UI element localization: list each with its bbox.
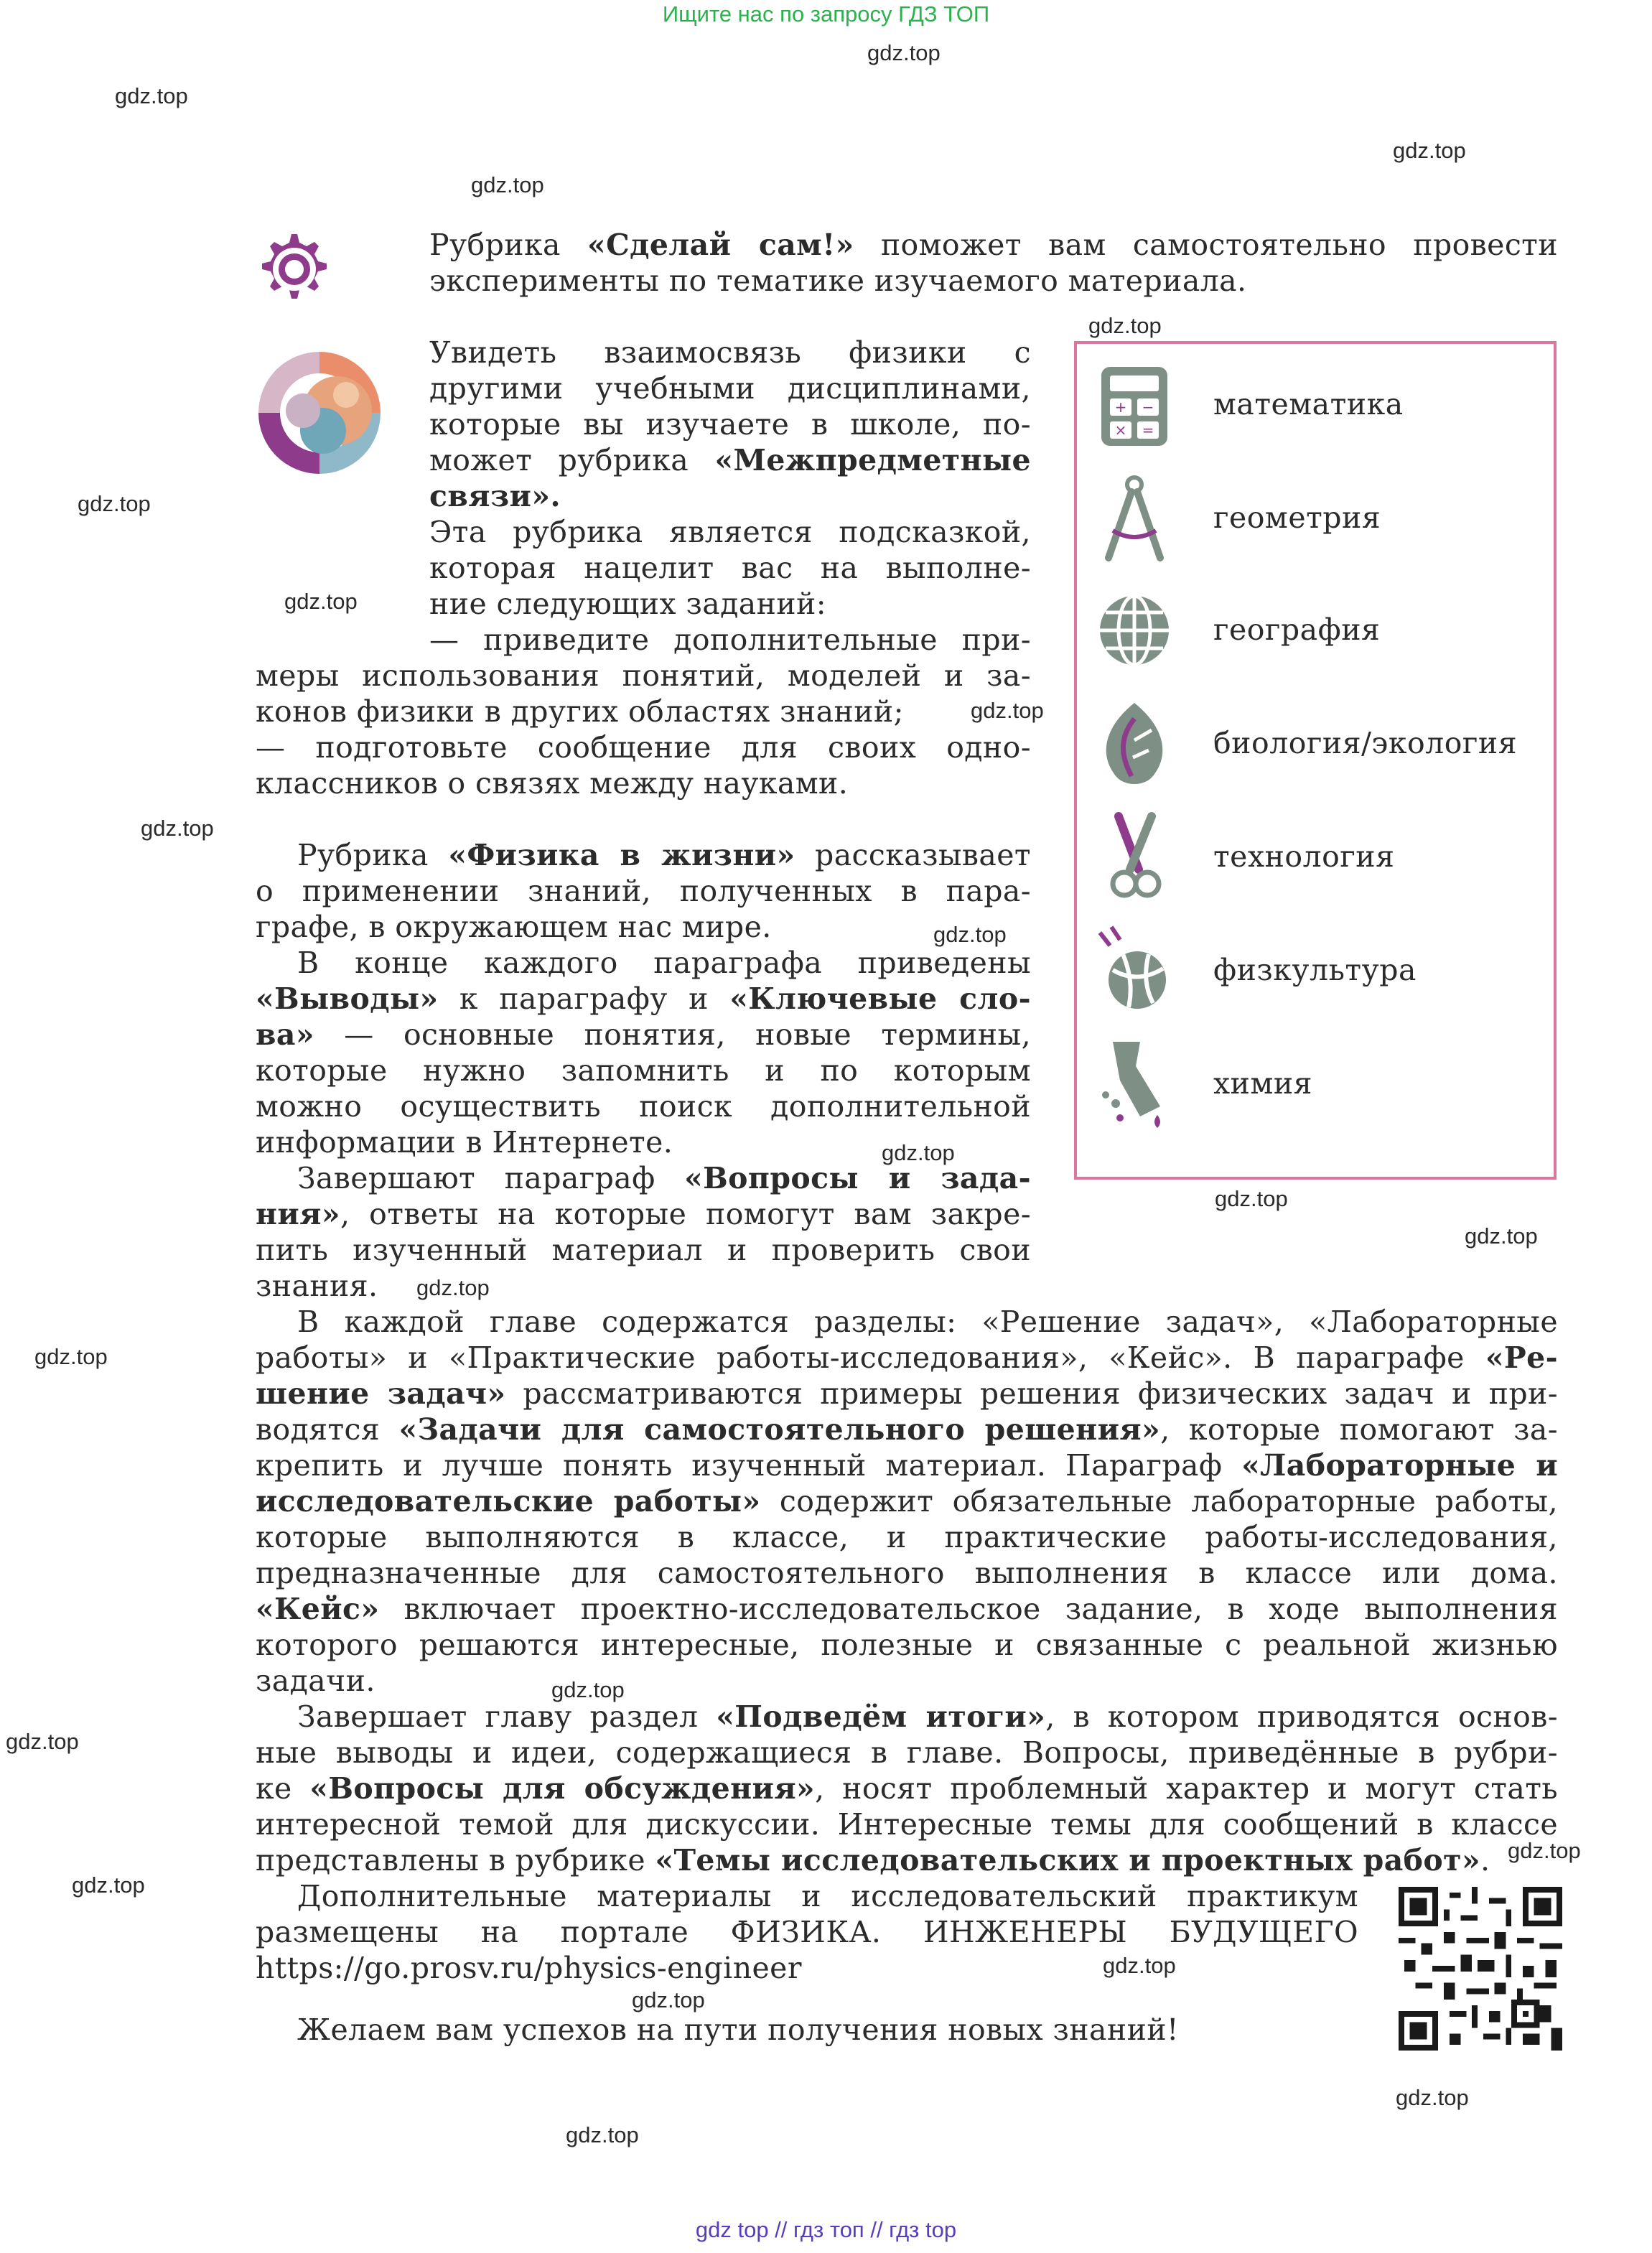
paragraph-self-made: Рубрика «Сделай сам!» поможет вам самостоятельно провести эксперименты по тематике изучаемого материала. bbox=[429, 228, 1558, 298]
watermark: gdz.top bbox=[882, 1140, 955, 1165]
watermark: gdz.top bbox=[34, 1344, 108, 1369]
globe-icon bbox=[1091, 584, 1177, 677]
watermark: gdz.top bbox=[72, 1872, 145, 1898]
ball-icon bbox=[1091, 924, 1177, 1017]
top-banner[interactable]: Ищите нас по запросу ГДЗ ТОП bbox=[662, 1, 990, 27]
subject-biology bbox=[1077, 697, 1554, 790]
scissors-icon bbox=[1091, 811, 1177, 904]
paragraph-extra-materials: Дополнительные материалы и исследовательский практикум размещены на портале ФИЗИКА. ИНЖЕНЕРЫ БУДУЩЕГО https://go.prosv.ru/physics-engineer bbox=[256, 1879, 1358, 1985]
subject-geography bbox=[1077, 584, 1554, 677]
portal-link[interactable]: https://go.prosv.ru/physics-engineer bbox=[256, 1951, 802, 1985]
watermark: gdz.top bbox=[1465, 1223, 1538, 1249]
subject-math bbox=[1077, 358, 1554, 452]
leaf-drop-icon bbox=[1091, 697, 1177, 790]
flask-icon bbox=[1091, 1037, 1177, 1131]
watermark: gdz.top bbox=[416, 1275, 490, 1300]
watermark: gdz.top bbox=[284, 589, 358, 614]
watermark: gdz.top bbox=[78, 491, 151, 516]
svg-text:=: = bbox=[1142, 421, 1154, 439]
watermark: gdz.top bbox=[1393, 138, 1466, 163]
watermark: gdz.top bbox=[141, 816, 214, 841]
subject-label: технология bbox=[1213, 839, 1395, 874]
subject-technology bbox=[1077, 811, 1554, 904]
watermark: gdz.top bbox=[867, 40, 941, 65]
bottom-banner[interactable]: gdz top // гдз топ // гдз top bbox=[695, 2217, 957, 2242]
subject-pe bbox=[1077, 924, 1554, 1017]
compass-icon bbox=[1091, 472, 1177, 565]
interdisciplinary-subjects-box bbox=[1074, 341, 1557, 1180]
puzzle-circle-icon bbox=[251, 345, 388, 481]
watermark: gdz.top bbox=[471, 172, 544, 197]
closing-wish: Желаем вам успехов на пути получения новых знаний! bbox=[297, 2012, 1179, 2047]
watermark: gdz.top bbox=[566, 2122, 639, 2147]
watermark: gdz.top bbox=[115, 83, 188, 108]
qr-code[interactable] bbox=[1399, 1887, 1562, 2051]
watermark: gdz.top bbox=[1088, 313, 1162, 338]
watermark: gdz.top bbox=[1508, 1838, 1581, 1863]
watermark: gdz.top bbox=[971, 698, 1044, 723]
paragraph-chapter-summary: Завершает главу раздел «Подведём итоги», в котором приводятся основ- ные выводы и идеи, содержащиеся в главе. Вопросы, приведённые в рубри- ке «Вопросы для обсуждения», носят проблемный характер и могут стать интересной темой для дискуссии. Интересные темы для сообщений в классе представлены в рубрике «Темы исследовательских и проектных работ». bbox=[256, 1699, 1558, 1877]
watermark: gdz.top bbox=[1396, 2085, 1469, 2110]
paragraph-chapter-sections: В каждой главе содержатся разделы: «Решение задач», «Лабораторные работы» и «Практические работы-исследования», «Кейс». В параграфе «Ре- шение задач» рассматриваются примеры решения физических задач и при- водятся «Задачи для самостоятельного решения», которые помогают за- крепить и лучше понять изученный материал. Параграф «Лабораторные и исследовательские работы» содержит обязательные лабораторные работы, которые выполняются в классе, и практические работы-исследования, предназначенные для самостоятельного выполнения в классе или дома. «Кейс» включает проектно-исследовательское задание, в ходе выполнения которого решаются интересные, полезные и связанные с реальной жизнью задачи. bbox=[256, 1305, 1558, 1698]
subject-chemistry bbox=[1077, 1037, 1554, 1131]
subject-geometry bbox=[1077, 472, 1554, 565]
svg-text:+: + bbox=[1114, 398, 1127, 416]
watermark: gdz.top bbox=[551, 1677, 625, 1702]
paragraph-interdisciplinary-tasks: — приведите дополнительные при- меры использования понятий, моделей и за- конов физики в других областях знаний; — подготовьте сообщение для своих одно- классников о связях между науками. bbox=[256, 622, 1031, 801]
watermark: gdz.top bbox=[1215, 1186, 1288, 1211]
svg-text:×: × bbox=[1114, 421, 1127, 439]
watermark: gdz.top bbox=[6, 1729, 79, 1754]
paragraph-physics-in-life: Рубрика «Физика в жизни» рассказывает о применении знаний, полученных в пара- графе, в окружающем нас мире. В конце каждого параграфа приведены «Выводы» к параграфу и «Ключевые сло- ва» — основные понятия, новые термины, которые нужно запомнить и по которым можно осуществить поиск дополнительной информации в Интернете. Завершают параграф «Вопросы и зада- ния», ответы на которые помогут вам закре- пить изученный материал и проверить свои знания. bbox=[256, 838, 1031, 1303]
gear-icon bbox=[253, 230, 330, 309]
subject-label: биология/экология bbox=[1213, 726, 1518, 760]
watermark: gdz.top bbox=[933, 922, 1007, 947]
subject-label: математика bbox=[1213, 387, 1404, 421]
watermark: gdz.top bbox=[632, 1987, 705, 2012]
svg-text:−: − bbox=[1142, 398, 1154, 416]
subject-label: география bbox=[1213, 612, 1381, 647]
calculator-icon bbox=[1091, 358, 1177, 452]
paragraph-interdisciplinary: Увидеть взаимосвязь физики с другими учебными дисциплинами, которые вы изучаете в школе, по- может рубрика «Межпредметные связи». Эта рубрика является подсказкой, которая нацелит вас на выполне- ние следующих заданий: bbox=[429, 335, 1031, 621]
subject-label: геометрия bbox=[1213, 500, 1381, 535]
subject-label: химия bbox=[1213, 1066, 1313, 1101]
watermark: gdz.top bbox=[1103, 1953, 1176, 1978]
subject-label: физкультура bbox=[1213, 953, 1417, 987]
